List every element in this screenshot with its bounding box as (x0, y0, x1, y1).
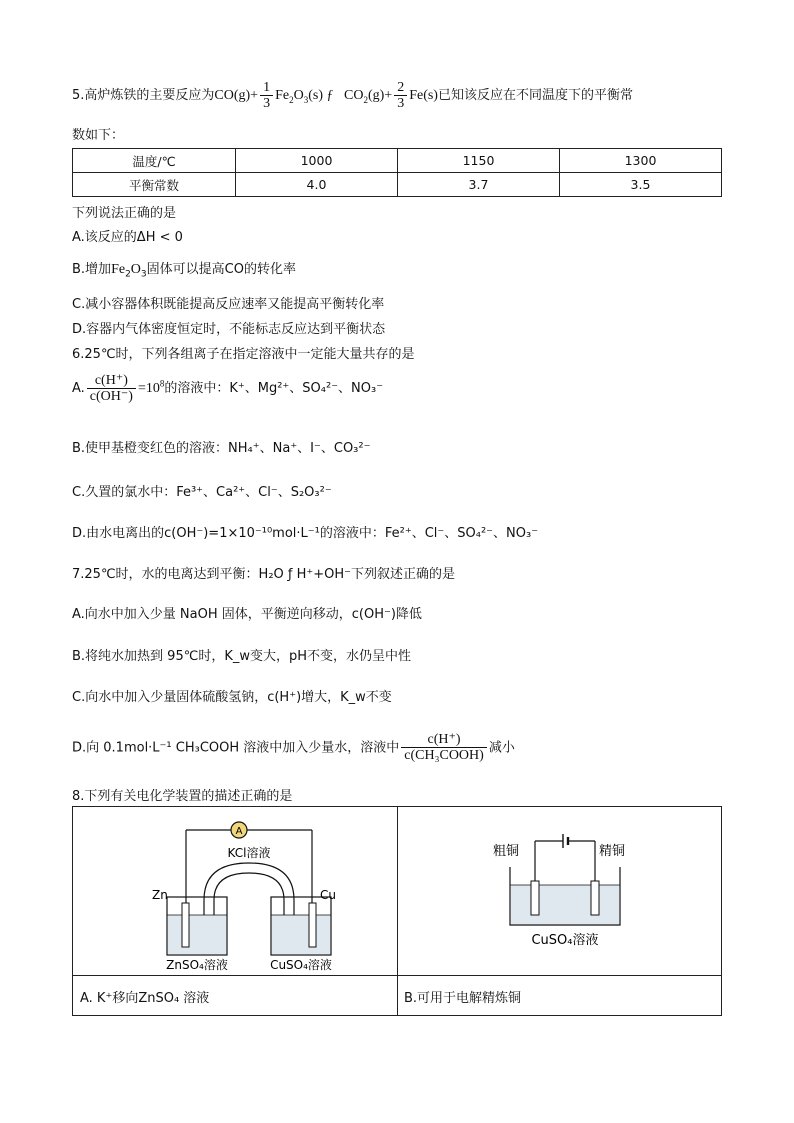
cuso4-solution-label: CuSO₄溶液 (270, 958, 332, 971)
q5-option-b-pre: B.增加 (72, 262, 112, 277)
q5-eq-arrow: ƒ (326, 88, 334, 104)
q5-eq-fe: Fe(s) (409, 88, 438, 104)
q5-eq-g: (g)+ (233, 88, 259, 104)
q5-eq-g2: (g)+ (367, 88, 393, 104)
pure-copper-label: 精铜 (599, 844, 626, 859)
q6-option-a-post: 的溶液中：K⁺、Mg²⁺、SO₄²⁻、NO₃⁻ (164, 381, 384, 397)
q5-eq-s: (s) (308, 88, 323, 104)
q7-option-d-fraction (401, 732, 487, 764)
q7-option-d-post: 减小 (488, 740, 515, 756)
q8-device-table (72, 806, 722, 1016)
equilibrium-constant-table (72, 148, 722, 197)
q6-frac-num: c(H⁺) (87, 373, 136, 389)
zn-electrode-label: Zn (152, 888, 168, 902)
cuso4-electrolyte-label: CuSO₄溶液 (531, 933, 599, 948)
q5-option-d: D.容器内气体密度恒定时，不能标志反应达到平衡状态 (72, 322, 386, 337)
q5-frac1-num: 1 (260, 80, 273, 96)
q7-option-b: B.将纯水加热到 95℃时，K_w变大，pH不变，水仍呈中性 (72, 649, 412, 664)
q6-option-d: D.由水电离出的c(OH⁻)=1×10⁻¹⁰mol·L⁻¹的溶液中：Fe²⁺、Cl⁻、SO₄²⁻、NO₃⁻ (72, 526, 539, 541)
q7-option-d-pre: D.向 0.1mol·L⁻¹ CH₃COOH 溶液中加入少量水，溶液中 (72, 740, 400, 756)
table-cell: 平衡常数 (73, 173, 236, 197)
q8-stem: 8.下列有关电化学装置的描述正确的是 (72, 789, 293, 804)
q7-stem: 7.25℃时，水的电离达到平衡：H₂O ƒ H⁺+OH⁻下列叙述正确的是 (72, 567, 456, 582)
galvanic-cell-figure (149, 815, 349, 971)
q5-eq-co: CO (214, 88, 234, 104)
q5-eq-co2: CO (344, 88, 364, 104)
cu-electrode-label: Cu (320, 888, 336, 902)
q6-option-b: B.使甲基橙变红色的溶液：NH₄⁺、Na⁺、I⁻、CO₃²⁻ (72, 441, 371, 456)
table-row (73, 173, 722, 197)
q5-option-b-post: 固体可以提高CO的转化率 (146, 262, 296, 277)
table-cell: 1300 (560, 149, 722, 173)
table-cell: 1150 (398, 149, 560, 173)
q6-option-a-eq: =10 (137, 381, 160, 397)
q7-option-c: C.向水中加入少量固体硫酸氢钠，c(H⁺)增大，K_w不变 (72, 690, 392, 705)
q5-equation-line: 5.高炉炼铁的主要反应为CO(g)+ $\frac{1}{3}$ $Fe_2O_3(s)$ ƒ $CO_2(g)+$ $\frac{2}{3}$ Fe(s)已知该反应在不同温度下的平衡常 (72, 80, 633, 112)
q6-option-a-exp: 8 (159, 378, 165, 389)
q8-option-a: A. K⁺移向ZnSO₄ 溶液 (80, 991, 210, 1006)
q5-intro: 5.高炉炼铁的主要反应为 (72, 88, 215, 104)
table-cell: 4.0 (236, 173, 398, 197)
q5-frac2-num: 2 (394, 80, 407, 96)
q6-option-a-pre: A. (72, 381, 85, 397)
q6-option-a (72, 373, 383, 405)
table-row (73, 149, 722, 173)
q5-option-c: C.减小容器体积既能提高反应速率又能提高平衡转化率 (72, 297, 385, 312)
q5-option-a: A.该反应的ΔH < 0 (72, 230, 183, 245)
table-cell: 1000 (236, 149, 398, 173)
q7-option-a: A.向水中加入少量 NaOH 固体，平衡逆向移动，c(OH⁻)降低 (72, 607, 422, 622)
q5-frac-two-thirds (394, 80, 407, 112)
q6-option-c: C.久置的氯水中：Fe³⁺、Ca²⁺、Cl⁻、S₂O₃²⁻ (72, 485, 332, 500)
q5-frac2-den: 3 (397, 96, 405, 112)
ammeter-label: A (235, 826, 243, 837)
q5-option-b: B.增加$Fe_2O_3$固体可以提高CO的转化率 (72, 262, 296, 280)
electrolytic-cell-figure (485, 829, 635, 949)
table-cell: 3.7 (398, 173, 560, 197)
table-cell: 3.5 (560, 173, 722, 197)
q5-eq-fe2o3: Fe (275, 88, 290, 104)
q8-option-b: B.可用于电解精炼铜 (404, 991, 522, 1006)
table-cell: 温度/℃ (73, 149, 236, 173)
crude-copper-label: 粗铜 (493, 844, 520, 859)
q5-frac1-den: 3 (263, 96, 271, 112)
q5-intro-tail: 已知该反应在不同温度下的平衡常 (437, 88, 633, 104)
znso4-solution-label: ZnSO₄溶液 (166, 958, 228, 971)
q7-frac-den: c(CH₃COOH) (404, 748, 484, 764)
q5-option-b-chem: Fe (111, 262, 126, 277)
q5-stem: 下列说法正确的是 (72, 206, 177, 221)
q5-line2: 数如下： (72, 128, 125, 143)
q6-frac-den: c(OH⁻) (89, 389, 133, 405)
q7-option-d (72, 732, 515, 764)
q5-frac-one-third (260, 80, 273, 112)
q6-option-a-fraction (87, 373, 136, 405)
salt-bridge-label: KCl溶液 (227, 846, 271, 860)
q6-stem: 6.25℃时，下列各组离子在指定溶液中一定能大量共存的是 (72, 347, 415, 362)
q7-frac-num: c(H⁺) (401, 732, 487, 748)
